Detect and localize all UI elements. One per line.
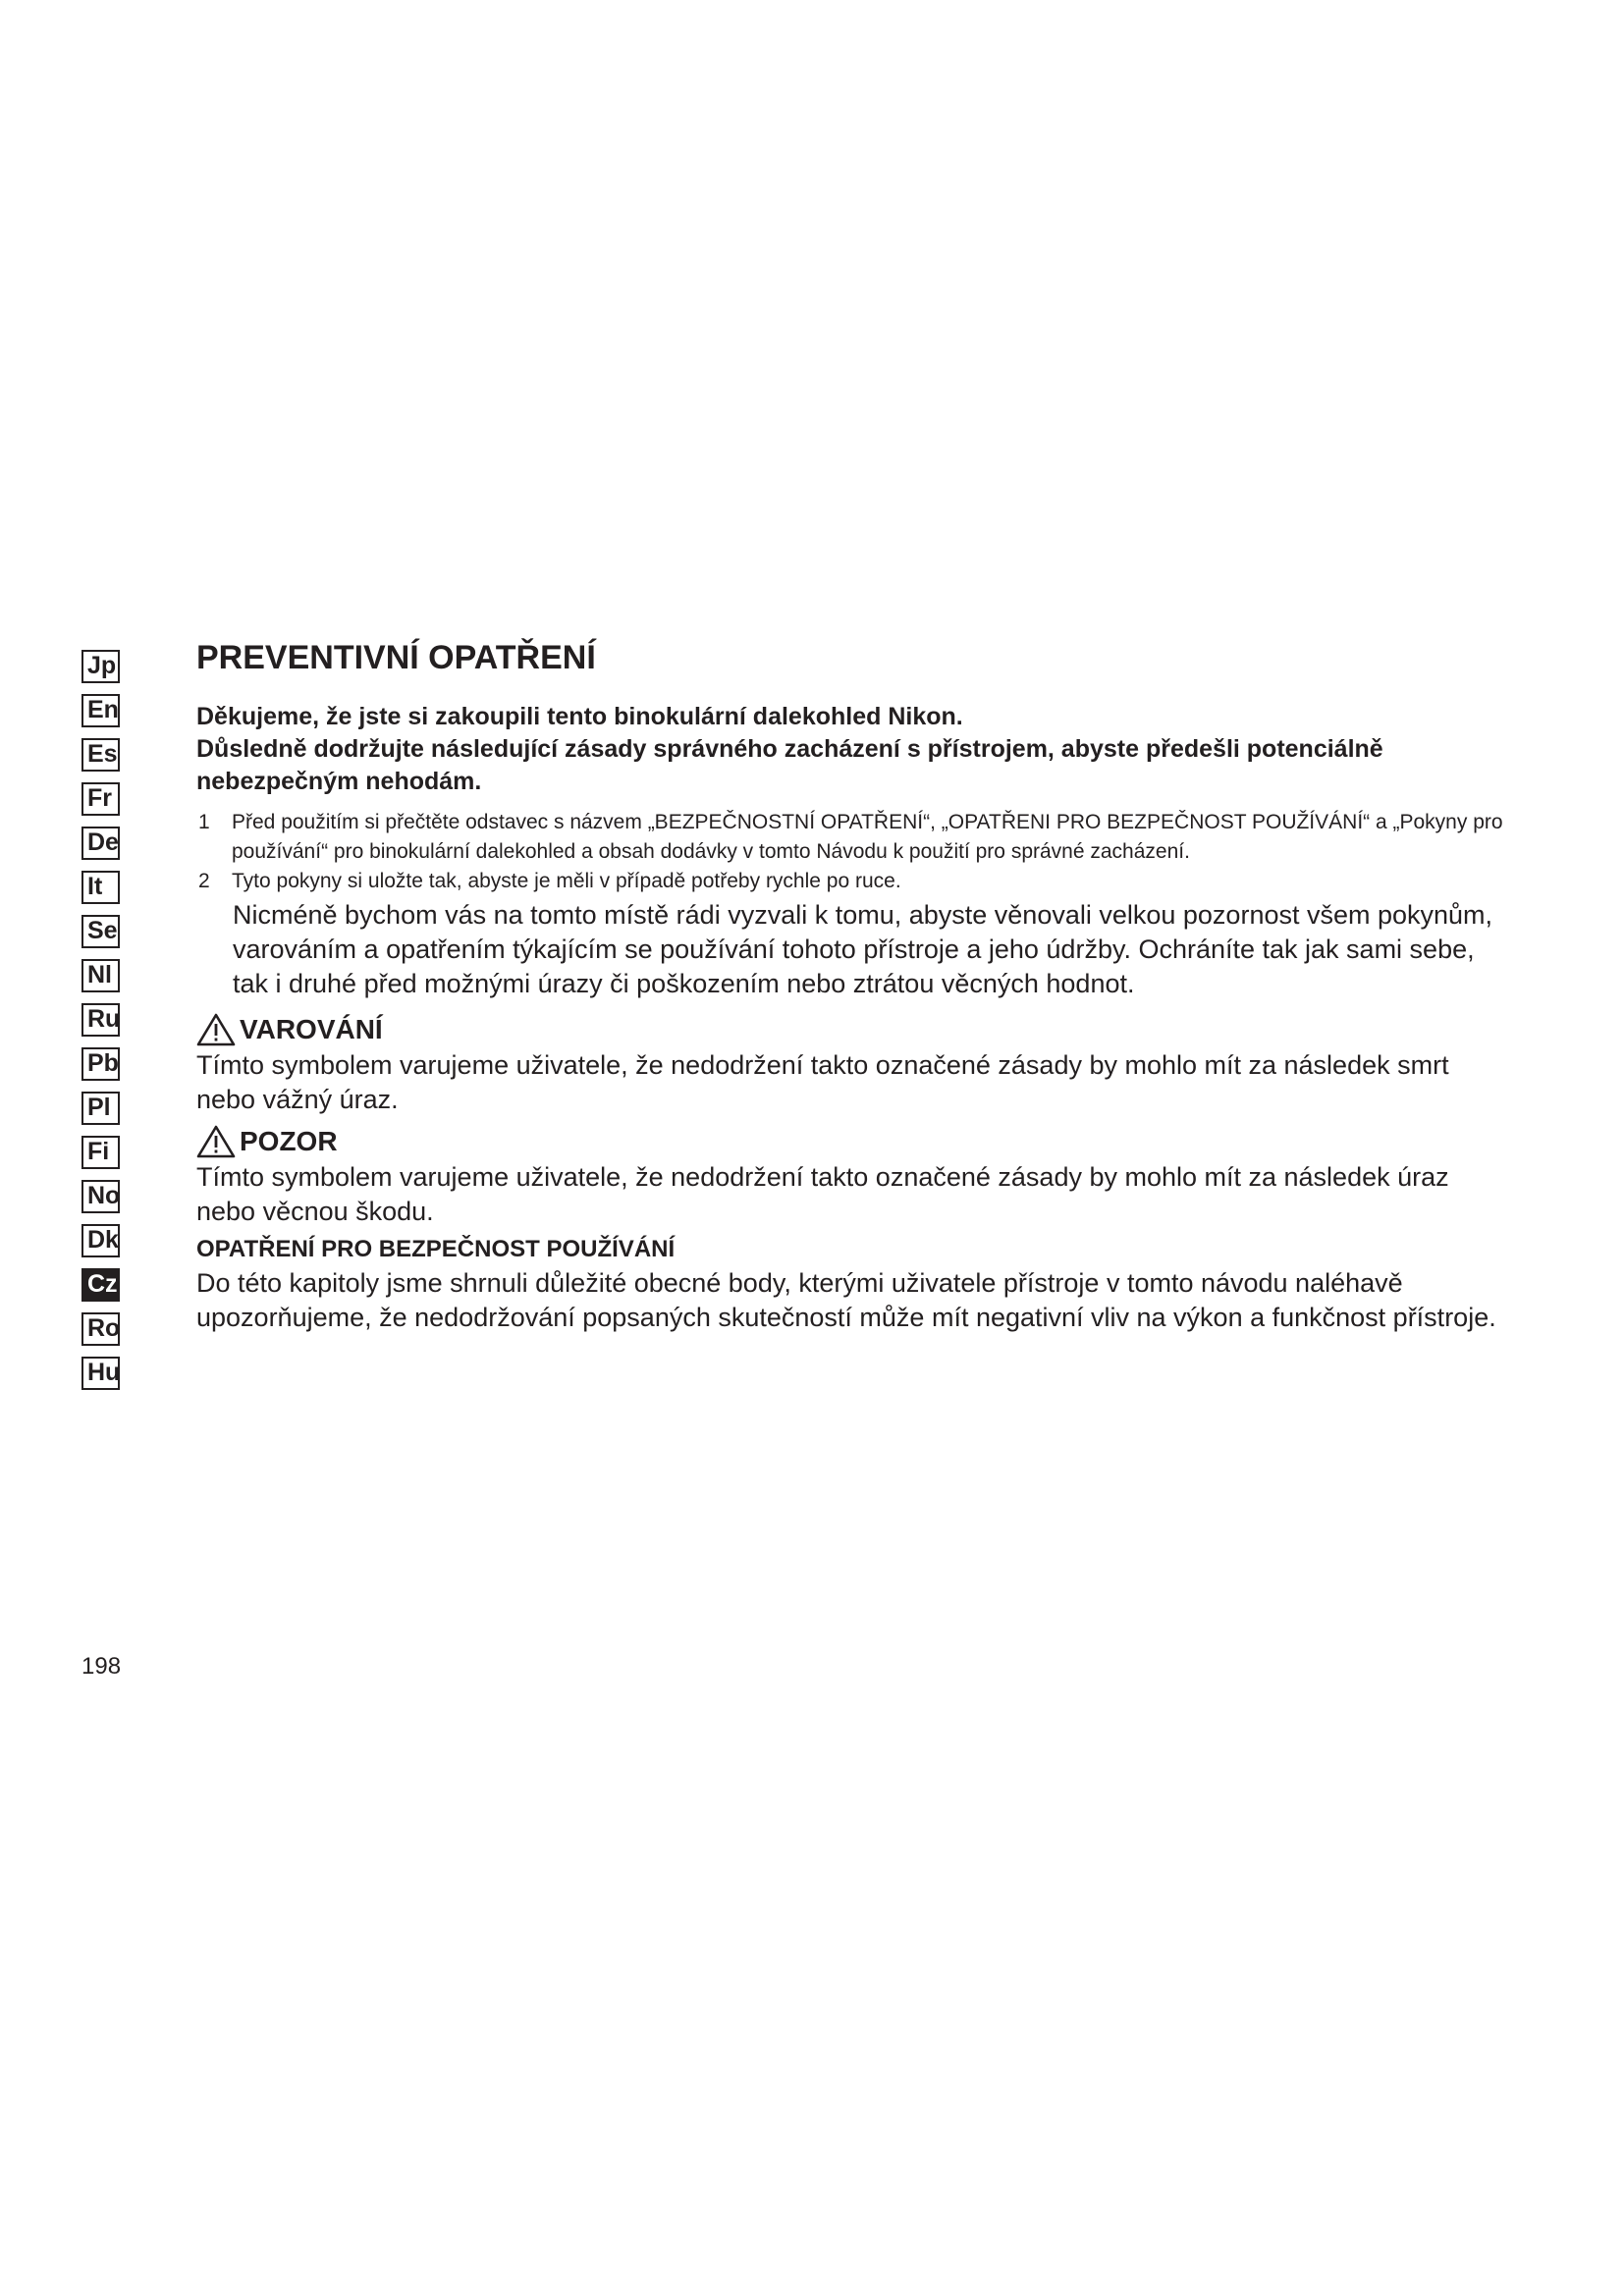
- lang-tab-dk[interactable]: Dk: [81, 1224, 120, 1257]
- lang-tab-pl[interactable]: Pl: [81, 1092, 120, 1125]
- caution-triangle-icon: [196, 1125, 236, 1158]
- page-number: 198: [81, 1653, 122, 1680]
- lang-tab-no[interactable]: No: [81, 1180, 120, 1213]
- numbered-list: [196, 808, 1507, 896]
- caution-label: POZOR: [240, 1126, 338, 1156]
- list-item-number: 1: [198, 811, 210, 833]
- warning-label: VAROVÁNÍ: [240, 1014, 383, 1044]
- list-item: [196, 867, 1507, 896]
- lang-tab-es[interactable]: Es: [81, 738, 120, 772]
- lang-tab-ru[interactable]: Ru: [81, 1003, 120, 1037]
- page-title: PREVENTIVNÍ OPATŘENÍ: [196, 639, 596, 676]
- lang-tab-fi[interactable]: Fi: [81, 1136, 120, 1169]
- lang-tab-en[interactable]: En: [81, 694, 120, 727]
- caution-heading: [196, 1123, 1507, 1160]
- document-content: [196, 636, 1507, 1339]
- lang-tab-ro[interactable]: Ro: [81, 1312, 120, 1346]
- safety-heading: OPATŘENÍ PRO BEZPEČNOST POUŽÍVÁNÍ: [196, 1236, 676, 1262]
- note-paragraph: Nicméně bychom vás na tomto místě rádi vyzvali k tomu, abyste věnovali velkou pozornost všem pokynům, varováním a opatřením týkajícím se používání tohoto přístroje a jeho údržby. Ochráníte tak jak sami sebe, tak i druhé před možnými úrazy či poškozením nebo ztrátou věcných hodnot.: [233, 900, 1493, 998]
- warning-triangle-icon: [196, 1013, 236, 1046]
- list-item-text: Tyto pokyny si uložte tak, abyste je měli v případě potřeby rychle po ruce.: [232, 870, 901, 892]
- safety-text: Do této kapitoly jsme shrnuli důležité obecné body, kterými uživatele přístroje v tomto návodu naléhavě upozorňujeme, že nedodržování popsaných skutečností může mít negativní vliv na výkon a funkčnost přístroje.: [196, 1268, 1496, 1332]
- caution-text: Tímto symbolem varujeme uživatele, že nedodržení takto označené zásady by mohlo mít za následek úraz nebo věcnou škodu.: [196, 1162, 1449, 1226]
- list-item-text: Před použitím si přečtěte odstavec s názvem „BEZPEČNOSTNÍ OPATŘENÍ“, „OPATŘENI PRO BEZPEČNOST POUŽÍVÁNÍ“ a „Pokyny pro používání“ pro binokulární dalekohled a obsah dodávky v tomto Návodu k použití pro správné zacházení.: [232, 811, 1503, 863]
- lang-tab-pb[interactable]: Pb: [81, 1047, 120, 1081]
- lang-tab-de[interactable]: De: [81, 827, 120, 860]
- lang-tab-fr[interactable]: Fr: [81, 782, 120, 816]
- list-item: [196, 808, 1507, 867]
- list-item-number: 2: [198, 870, 210, 892]
- lang-tab-it[interactable]: It: [81, 871, 120, 904]
- intro-instructions: Důsledně dodržujte následující zásady správného zacházení s přístrojem, abyste předešli potenciálně nebezpečným nehodám.: [196, 735, 1383, 795]
- lang-tab-nl[interactable]: Nl: [81, 959, 120, 992]
- lang-tab-cz[interactable]: Cz: [81, 1268, 120, 1302]
- warning-text: Tímto symbolem varujeme uživatele, že nedodržení takto označené zásady by mohlo mít za následek smrt nebo vážný úraz.: [196, 1050, 1449, 1114]
- language-tabs: [81, 650, 121, 1401]
- lang-tab-hu[interactable]: Hu: [81, 1357, 120, 1390]
- intro-thanks: Děkujeme, že jste si zakoupili tento binokulární dalekohled Nikon.: [196, 703, 963, 730]
- lang-tab-jp[interactable]: Jp: [81, 650, 120, 683]
- lang-tab-se[interactable]: Se: [81, 915, 120, 948]
- warning-heading: [196, 1011, 1507, 1048]
